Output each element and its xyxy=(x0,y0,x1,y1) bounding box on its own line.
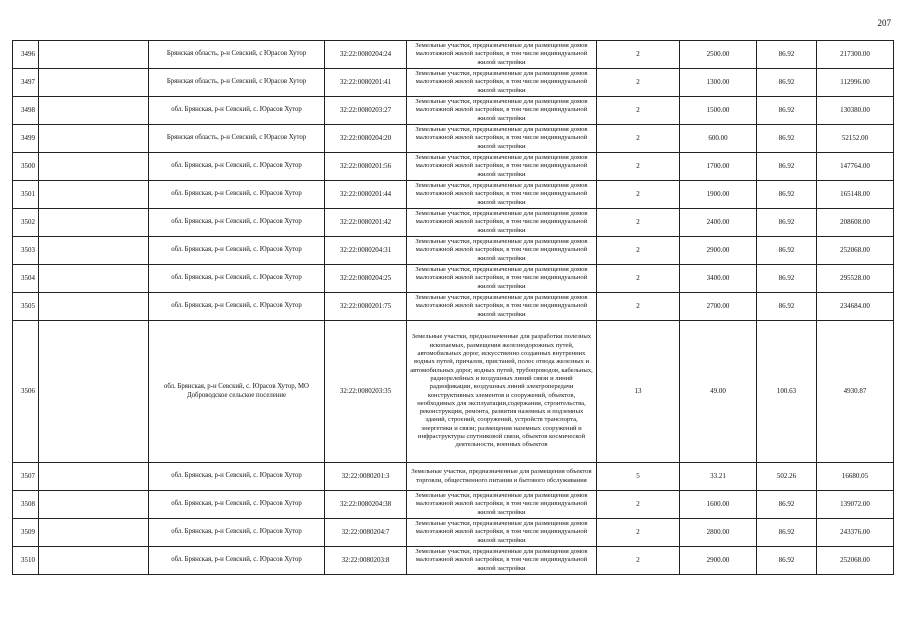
rate-cell: 86.92 xyxy=(757,293,817,321)
cadastral-number-cell: 32:22:0080204:31 xyxy=(325,237,407,265)
cadastral-number-cell: 32:22:0080201:3 xyxy=(325,463,407,491)
row-number-cell: 3501 xyxy=(13,181,39,209)
table-body xyxy=(13,41,894,575)
rate-cell: 86.92 xyxy=(757,491,817,519)
cadastral-value-cell: 252068.00 xyxy=(817,237,894,265)
category-cell: 2 xyxy=(597,97,680,125)
table-row xyxy=(13,491,894,519)
row-number-cell: 3503 xyxy=(13,237,39,265)
row-number-cell: 3510 xyxy=(13,547,39,575)
empty-cell xyxy=(39,547,149,575)
cadastral-number-cell: 32:22:0080204:38 xyxy=(325,491,407,519)
land-use-cell: Земельные участки, предназначенные для размещения домов малоэтажной жилой застройки, в том числе индивидуальной жилой застройки xyxy=(407,181,597,209)
cadastral-value-cell: 147764.00 xyxy=(817,153,894,181)
land-use-cell: Земельные участки, предназначенные для размещения домов малоэтажной жилой застройки, в том числе индивидуальной жилой застройки xyxy=(407,153,597,181)
address-cell: обл. Брянская, р-н Севский, с. Юрасов Хутор xyxy=(149,97,325,125)
table-row xyxy=(13,181,894,209)
table-row xyxy=(13,519,894,547)
cadastral-number-cell: 32:22:0080201:44 xyxy=(325,181,407,209)
empty-cell xyxy=(39,265,149,293)
rate-cell: 86.92 xyxy=(757,41,817,69)
area-cell: 600.00 xyxy=(680,125,757,153)
address-cell: Брянская область, р-н Севский, с Юрасов Хутор xyxy=(149,125,325,153)
land-use-cell: Земельные участки, предназначенные для размещения домов малоэтажной жилой застройки, в том числе индивидуальной жилой застройки xyxy=(407,491,597,519)
address-cell: обл. Брянская, р-н Севский, с. Юрасов Хутор xyxy=(149,153,325,181)
page-number: 207 xyxy=(877,18,891,28)
category-cell: 2 xyxy=(597,519,680,547)
row-number-cell: 3502 xyxy=(13,209,39,237)
empty-cell xyxy=(39,125,149,153)
table-row xyxy=(13,293,894,321)
table-row xyxy=(13,41,894,69)
area-cell: 2900.00 xyxy=(680,547,757,575)
rate-cell: 86.92 xyxy=(757,181,817,209)
land-use-cell: Земельные участки, предназначенные для размещения домов малоэтажной жилой застройки, в том числе индивидуальной жилой застройки xyxy=(407,209,597,237)
land-use-cell: Земельные участки, предназначенные для размещения домов малоэтажной жилой застройки, в том числе индивидуальной жилой застройки xyxy=(407,125,597,153)
empty-cell xyxy=(39,237,149,265)
empty-cell xyxy=(39,69,149,97)
category-cell: 2 xyxy=(597,41,680,69)
cadastral-number-cell: 32:22:0080201:75 xyxy=(325,293,407,321)
address-cell: обл. Брянская, р-н Севский, с. Юрасов Хутор xyxy=(149,463,325,491)
rate-cell: 86.92 xyxy=(757,547,817,575)
category-cell: 2 xyxy=(597,125,680,153)
cadastral-value-cell: 243376.00 xyxy=(817,519,894,547)
area-cell: 2800.00 xyxy=(680,519,757,547)
address-cell: обл. Брянская, р-н Севский, с. Юрасов Хутор xyxy=(149,237,325,265)
address-cell: обл. Брянская, р-н Севский, с. Юрасов Хутор xyxy=(149,293,325,321)
rate-cell: 86.92 xyxy=(757,265,817,293)
row-number-cell: 3509 xyxy=(13,519,39,547)
address-cell: обл. Брянская, р-н Севский, с. Юрасов Хутор, МО Доброводское сельское поселение xyxy=(149,321,325,463)
land-use-cell: Земельные участки, предназначенные для размещения домов малоэтажной жилой застройки, в том числе индивидуальной жилой застройки xyxy=(407,519,597,547)
category-cell: 2 xyxy=(597,237,680,265)
row-number-cell: 3506 xyxy=(13,321,39,463)
land-registry-table xyxy=(12,40,894,575)
row-number-cell: 3498 xyxy=(13,97,39,125)
cadastral-number-cell: 32:22:0080204:7 xyxy=(325,519,407,547)
area-cell: 1700.00 xyxy=(680,153,757,181)
row-number-cell: 3500 xyxy=(13,153,39,181)
rate-cell: 100.63 xyxy=(757,321,817,463)
category-cell: 5 xyxy=(597,463,680,491)
table-row xyxy=(13,265,894,293)
category-cell: 2 xyxy=(597,491,680,519)
table-row xyxy=(13,69,894,97)
cadastral-number-cell: 32:22:0080204:24 xyxy=(325,41,407,69)
land-use-cell: Земельные участки, предназначенные для размещения домов малоэтажной жилой застройки, в том числе индивидуальной жилой застройки xyxy=(407,69,597,97)
category-cell: 2 xyxy=(597,547,680,575)
cadastral-value-cell: 252068.00 xyxy=(817,547,894,575)
cadastral-number-cell: 32:22:0080204:20 xyxy=(325,125,407,153)
area-cell: 2700.00 xyxy=(680,293,757,321)
table-row xyxy=(13,321,894,463)
table-row xyxy=(13,209,894,237)
empty-cell xyxy=(39,463,149,491)
empty-cell xyxy=(39,153,149,181)
cadastral-value-cell: 112996.00 xyxy=(817,69,894,97)
cadastral-value-cell: 217300.00 xyxy=(817,41,894,69)
address-cell: обл. Брянская, р-н Севский, с. Юрасов Хутор xyxy=(149,181,325,209)
cadastral-value-cell: 165148.00 xyxy=(817,181,894,209)
land-use-cell: Земельные участки, предназначенные для размещения домов малоэтажной жилой застройки, в том числе индивидуальной жилой застройки xyxy=(407,41,597,69)
area-cell: 1900.00 xyxy=(680,181,757,209)
row-number-cell: 3496 xyxy=(13,41,39,69)
land-use-cell: Земельные участки, предназначенные для размещения домов малоэтажной жилой застройки, в том числе индивидуальной жилой застройки xyxy=(407,237,597,265)
address-cell: обл. Брянская, р-н Севский, с. Юрасов Хутор xyxy=(149,519,325,547)
rate-cell: 86.92 xyxy=(757,125,817,153)
land-use-cell: Земельные участки, предназначенные для размещения домов малоэтажной жилой застройки, в том числе индивидуальной жилой застройки xyxy=(407,293,597,321)
rate-cell: 86.92 xyxy=(757,97,817,125)
area-cell: 1300.00 xyxy=(680,69,757,97)
area-cell: 2500.00 xyxy=(680,41,757,69)
cadastral-number-cell: 32:22:0080203:8 xyxy=(325,547,407,575)
cadastral-number-cell: 32:22:0080204:25 xyxy=(325,265,407,293)
table-row xyxy=(13,97,894,125)
cadastral-value-cell: 52152.00 xyxy=(817,125,894,153)
address-cell: обл. Брянская, р-н Севский, с. Юрасов Хутор xyxy=(149,265,325,293)
rate-cell: 86.92 xyxy=(757,153,817,181)
row-number-cell: 3507 xyxy=(13,463,39,491)
empty-cell xyxy=(39,293,149,321)
row-number-cell: 3505 xyxy=(13,293,39,321)
category-cell: 2 xyxy=(597,69,680,97)
cadastral-value-cell: 208608.00 xyxy=(817,209,894,237)
empty-cell xyxy=(39,97,149,125)
table-row xyxy=(13,125,894,153)
address-cell: обл. Брянская, р-н Севский, с. Юрасов Хутор xyxy=(149,491,325,519)
table-row xyxy=(13,237,894,265)
land-use-cell: Земельные участки, предназначенные для размещения домов малоэтажной жилой застройки, в том числе индивидуальной жилой застройки xyxy=(407,265,597,293)
rate-cell: 86.92 xyxy=(757,209,817,237)
address-cell: Брянская область, р-н Севский, с Юрасов Хутор xyxy=(149,41,325,69)
rate-cell: 86.92 xyxy=(757,69,817,97)
cadastral-value-cell: 234684.00 xyxy=(817,293,894,321)
rate-cell: 86.92 xyxy=(757,519,817,547)
category-cell: 2 xyxy=(597,293,680,321)
table-row xyxy=(13,547,894,575)
category-cell: 2 xyxy=(597,181,680,209)
address-cell: обл. Брянская, р-н Севский, с. Юрасов Хутор xyxy=(149,547,325,575)
cadastral-value-cell: 295528.00 xyxy=(817,265,894,293)
area-cell: 1600.00 xyxy=(680,491,757,519)
empty-cell xyxy=(39,491,149,519)
row-number-cell: 3499 xyxy=(13,125,39,153)
cadastral-number-cell: 32:22:0080203:27 xyxy=(325,97,407,125)
area-cell: 1500.00 xyxy=(680,97,757,125)
rate-cell: 502.26 xyxy=(757,463,817,491)
empty-cell xyxy=(39,181,149,209)
category-cell: 13 xyxy=(597,321,680,463)
land-use-cell: Земельные участки, предназначенные для размещения домов малоэтажной жилой застройки, в том числе индивидуальной жилой застройки xyxy=(407,97,597,125)
area-cell: 3400.00 xyxy=(680,265,757,293)
row-number-cell: 3504 xyxy=(13,265,39,293)
land-use-cell: Земельные участки, предназначенные для разработки полезных ископаемых, размещения железнодорожных путей, автомобильных дорог, искусственно созданных внутренних водных путей, причалов, пристаней, полос отвода железных и автомобильных дорог, водных путей, трубопроводов, кабельных, радиорелейных и воздушных линий связи и линий радиофикации, воздушных линий электропередачи конструктивных элементов и сооружений, объектов, необходимых для эксплуатации,содержания, строительства, реконструкции, ремонта, развития наземных и подземных зданий, строений, сооружений, устройств транспорта, энергетики и связи; размещения наземных сооружений и инфраструктуры спутниковой связи, объектов космической деятельности, военных объектов xyxy=(407,321,597,463)
cadastral-number-cell: 32:22:0080201:42 xyxy=(325,209,407,237)
rate-cell: 86.92 xyxy=(757,237,817,265)
cadastral-value-cell: 130380.00 xyxy=(817,97,894,125)
address-cell: обл. Брянская, р-н Севский, с. Юрасов Хутор xyxy=(149,209,325,237)
cadastral-value-cell: 16680.05 xyxy=(817,463,894,491)
category-cell: 2 xyxy=(597,153,680,181)
address-cell: Брянская область, р-н Севский, с Юрасов Хутор xyxy=(149,69,325,97)
table-row xyxy=(13,463,894,491)
empty-cell xyxy=(39,321,149,463)
area-cell: 2400.00 xyxy=(680,209,757,237)
category-cell: 2 xyxy=(597,209,680,237)
cadastral-number-cell: 32:22:0080201:41 xyxy=(325,69,407,97)
table-row xyxy=(13,153,894,181)
area-cell: 49.00 xyxy=(680,321,757,463)
cadastral-value-cell: 4930.87 xyxy=(817,321,894,463)
area-cell: 2900.00 xyxy=(680,237,757,265)
empty-cell xyxy=(39,41,149,69)
category-cell: 2 xyxy=(597,265,680,293)
row-number-cell: 3508 xyxy=(13,491,39,519)
cadastral-number-cell: 32:22:0080203:35 xyxy=(325,321,407,463)
area-cell: 33.21 xyxy=(680,463,757,491)
cadastral-value-cell: 139072.00 xyxy=(817,491,894,519)
empty-cell xyxy=(39,209,149,237)
empty-cell xyxy=(39,519,149,547)
cadastral-number-cell: 32:22:0080201:56 xyxy=(325,153,407,181)
land-use-cell: Земельные участки, предназначенные для размещения объектов торговли, общественного питания и бытового обслуживания xyxy=(407,463,597,491)
row-number-cell: 3497 xyxy=(13,69,39,97)
land-use-cell: Земельные участки, предназначенные для размещения домов малоэтажной жилой застройки, в том числе индивидуальной жилой застройки xyxy=(407,547,597,575)
